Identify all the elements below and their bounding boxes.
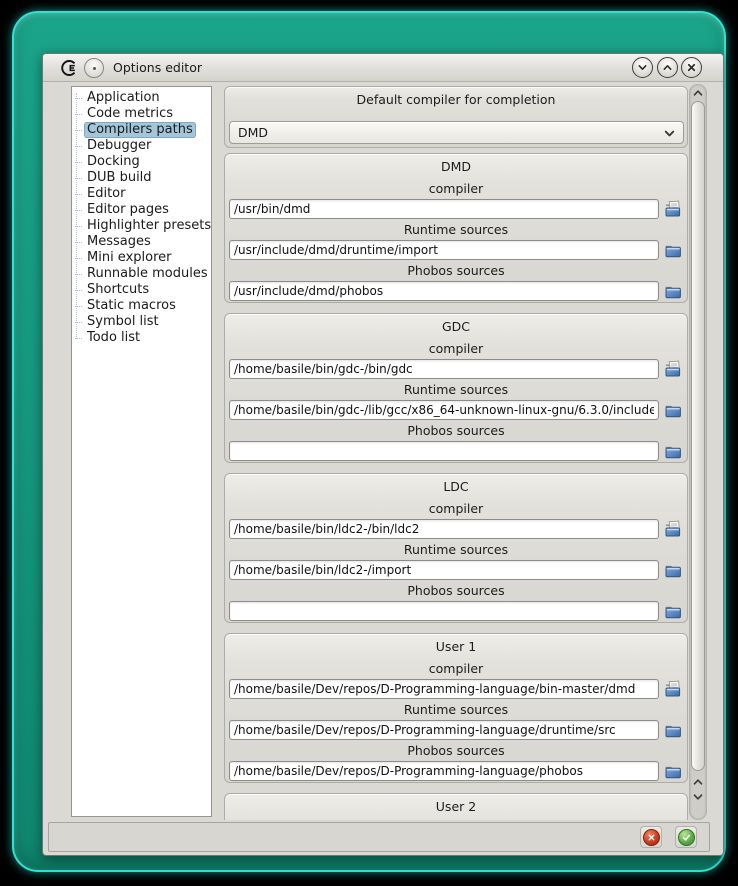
categories-tree: [71, 86, 212, 817]
folder-icon: [664, 602, 682, 620]
file-open-icon: [664, 200, 682, 218]
compiler-path-input[interactable]: [229, 519, 659, 539]
scroll-up-icon[interactable]: [692, 87, 704, 99]
sidebar-item-highlighter-presets[interactable]: Highlighter presets: [72, 218, 211, 234]
sidebar-item-shortcuts[interactable]: Shortcuts: [72, 282, 211, 298]
compiler-group-gdc: [224, 313, 688, 463]
sidebar-item-docking[interactable]: Docking: [72, 154, 211, 170]
sidebar-item-static-macros[interactable]: Static macros: [72, 298, 211, 314]
default-compiler-select[interactable]: [229, 121, 684, 144]
sidebar-item-editor-pages[interactable]: Editor pages: [72, 202, 211, 218]
sidebar-item-code-metrics[interactable]: Code metrics: [72, 106, 211, 122]
scrollbar-thumb[interactable]: [691, 101, 705, 771]
browse-file-button[interactable]: [664, 680, 684, 698]
phobos-sources-row: [229, 601, 685, 621]
main-scrollbar[interactable]: [689, 84, 707, 820]
dialog-button-bar: [48, 822, 710, 852]
compiler-label: compiler: [428, 501, 484, 516]
phobos-sources-input[interactable]: [229, 761, 659, 781]
folder-icon: [664, 762, 682, 780]
phobos-sources-label: Phobos sources: [407, 743, 505, 758]
scroll-down-icon[interactable]: [692, 791, 704, 803]
cancel-button[interactable]: [640, 826, 662, 848]
compiler-path-input[interactable]: [229, 679, 659, 699]
browse-folder-button[interactable]: [664, 721, 684, 739]
browse-file-button[interactable]: [664, 360, 684, 378]
runtime-sources-label: Runtime sources: [403, 222, 509, 237]
compiler-label: compiler: [428, 341, 484, 356]
compiler-path-row: [229, 519, 685, 539]
folder-icon: [664, 282, 682, 300]
browse-folder-button[interactable]: [664, 442, 684, 460]
compiler-group-user1: [224, 633, 688, 783]
runtime-sources-label: Runtime sources: [403, 702, 509, 717]
sidebar-item-mini-explorer[interactable]: Mini explorer: [72, 250, 211, 266]
folder-icon: [664, 721, 682, 739]
compiler-group-user2: [224, 793, 688, 820]
default-compiler-group: [224, 86, 688, 148]
compiler-group-ldc: [224, 473, 688, 623]
phobos-sources-row: [229, 441, 685, 461]
sidebar-item-runnable-modules[interactable]: Runnable modules: [72, 266, 211, 282]
group-title: GDC: [441, 319, 471, 334]
phobos-sources-input[interactable]: [229, 441, 659, 461]
folder-icon: [664, 561, 682, 579]
minimize-button[interactable]: [632, 57, 653, 78]
ok-button[interactable]: [675, 826, 697, 848]
phobos-sources-row: [229, 761, 685, 781]
browse-folder-button[interactable]: [664, 762, 684, 780]
browse-file-button[interactable]: [664, 200, 684, 218]
runtime-sources-label: Runtime sources: [403, 382, 509, 397]
folder-icon: [664, 401, 682, 419]
phobos-sources-label: Phobos sources: [407, 583, 505, 598]
file-open-icon: [664, 360, 682, 378]
runtime-sources-input[interactable]: [229, 400, 659, 420]
browse-folder-button[interactable]: [664, 241, 684, 259]
compiler-label: compiler: [428, 661, 484, 676]
runtime-sources-input[interactable]: [229, 240, 659, 260]
scroll-up-icon[interactable]: [692, 776, 704, 788]
sidebar-item-editor[interactable]: Editor: [72, 186, 211, 202]
phobos-sources-label: Phobos sources: [407, 263, 505, 278]
chevron-down-icon: [663, 127, 676, 140]
phobos-sources-input[interactable]: [229, 281, 659, 301]
file-open-icon: [664, 680, 682, 698]
browse-folder-button[interactable]: [664, 401, 684, 419]
runtime-sources-input[interactable]: [229, 720, 659, 740]
window-decoration-frame: [12, 11, 726, 872]
close-button[interactable]: [681, 57, 702, 78]
compilers-paths-panel: [223, 82, 689, 820]
sidebar-item-debugger[interactable]: Debugger: [72, 138, 211, 154]
compiler-path-row: [229, 359, 685, 379]
close-icon: [686, 62, 697, 73]
group-title: Default compiler for completion: [356, 92, 556, 107]
runtime-sources-row: [229, 720, 685, 740]
compiler-path-input[interactable]: [229, 199, 659, 219]
compiler-path-row: [229, 199, 685, 219]
compiler-path-input[interactable]: [229, 359, 659, 379]
sidebar-item-todo-list[interactable]: Todo list: [72, 330, 211, 346]
sidebar-item-symbol-list[interactable]: Symbol list: [72, 314, 211, 330]
group-title: User 1: [435, 639, 477, 654]
cancel-x-icon: [643, 829, 660, 846]
browse-folder-button[interactable]: [664, 282, 684, 300]
compiler-group-dmd: [224, 153, 688, 303]
group-title: LDC: [443, 479, 469, 494]
runtime-sources-label: Runtime sources: [403, 542, 509, 557]
browse-folder-button[interactable]: [664, 602, 684, 620]
options-editor-window: [42, 53, 724, 856]
group-title: DMD: [440, 159, 472, 174]
folder-icon: [664, 241, 682, 259]
runtime-sources-row: [229, 400, 685, 420]
chevron-up-icon: [662, 62, 673, 73]
sidebar-item-compilers-paths[interactable]: Compilers paths: [72, 122, 211, 138]
browse-folder-button[interactable]: [664, 561, 684, 579]
sidebar-item-application[interactable]: Application: [72, 90, 211, 106]
phobos-sources-label: Phobos sources: [407, 423, 505, 438]
sidebar-item-dub-build[interactable]: DUB build: [72, 170, 211, 186]
compiler-label: compiler: [428, 181, 484, 196]
runtime-sources-input[interactable]: [229, 560, 659, 580]
browse-file-button[interactable]: [664, 520, 684, 538]
chevron-down-icon: [637, 62, 648, 73]
ok-check-icon: [678, 829, 695, 846]
sidebar-item-messages[interactable]: Messages: [72, 234, 211, 250]
titlebar[interactable]: [43, 54, 723, 82]
window-title: Options editor: [113, 60, 202, 75]
phobos-sources-row: [229, 281, 685, 301]
runtime-sources-row: [229, 560, 685, 580]
group-title: User 2: [435, 799, 477, 814]
selected-compiler-value: DMD: [238, 125, 269, 140]
phobos-sources-input[interactable]: [229, 601, 659, 621]
folder-icon: [664, 442, 682, 460]
maximize-button[interactable]: [657, 57, 678, 78]
file-open-icon: [664, 520, 682, 538]
window-menu-button[interactable]: [84, 58, 104, 78]
compiler-path-row: [229, 679, 685, 699]
runtime-sources-row: [229, 240, 685, 260]
coedit-logo-icon: [60, 59, 78, 77]
